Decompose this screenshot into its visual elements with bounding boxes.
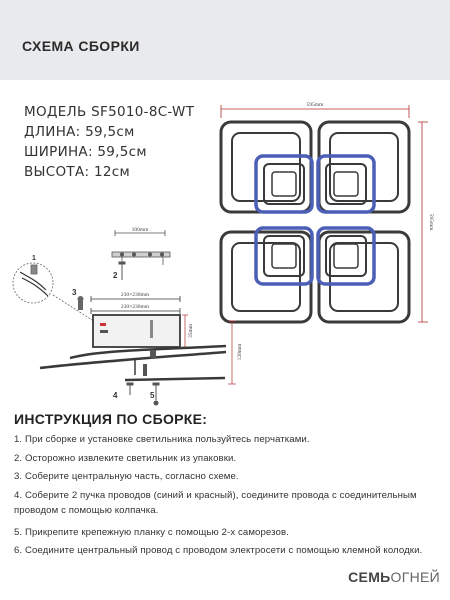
label-3: 3	[72, 288, 77, 297]
instruction-2: 2. Осторожно извлеките светильник из упаковки.	[14, 452, 237, 464]
instructions-title: ИНСТРУКЦИЯ ПО СБОРКЕ:	[14, 411, 208, 427]
spec-width: ШИРИНА: 59,5см	[24, 144, 147, 160]
dim-width-label: 595mm	[306, 102, 324, 108]
dim-230-top-label: 230×230mm	[120, 292, 150, 298]
label-2: 2	[113, 271, 118, 280]
lamp-top-view	[221, 122, 409, 322]
label-4: 4	[113, 391, 118, 400]
cap-icon	[78, 296, 84, 310]
page-title: СХЕМА СБОРКИ	[22, 38, 140, 54]
header-band	[0, 0, 450, 80]
instruction-5: 5. Прикрепите крепежную планку с помощью 2-х саморезов.	[14, 526, 289, 538]
dim-height-label: 595mm	[428, 213, 434, 231]
dim-35-label: 35mm	[188, 323, 194, 339]
spec-length: ДЛИНА: 59,5см	[24, 124, 135, 140]
assembly-diagram	[0, 80, 450, 410]
instruction-3: 3. Соберите центральную часть, согласно схеме.	[14, 471, 239, 482]
brand-part-1: СЕМЬ	[348, 569, 391, 585]
dim-120-label: 120mm	[237, 343, 243, 361]
wiring-closeup	[13, 263, 100, 325]
instructions-list	[14, 432, 444, 562]
brand-logo	[348, 569, 440, 585]
spec-height: ВЫСОТА: 12см	[24, 164, 130, 180]
label-1: 1	[32, 255, 36, 262]
label-5: 5	[150, 391, 155, 400]
instruction-6: 6. Соедините центральный провод с проводом электросети с помощью клемной колодки.	[14, 545, 423, 556]
instruction-4: 4. Соберите 2 пучка проводов (синий и красный), соедините провода с соединительным проводом с помощью колпачка.	[14, 489, 417, 516]
dim-100-label: 100mm	[131, 227, 149, 233]
instruction-1: 1. При сборке и установке светильника пользуйтесь перчатками.	[14, 434, 310, 445]
screw-icon	[119, 262, 125, 280]
dim-230-bottom-label: 230×230mm	[120, 304, 150, 310]
brand-part-2: ОГНЕЙ	[390, 569, 440, 585]
spec-model: МОДЕЛЬ SF5010-8C-WT	[24, 104, 195, 120]
mounting-bracket	[112, 230, 170, 265]
